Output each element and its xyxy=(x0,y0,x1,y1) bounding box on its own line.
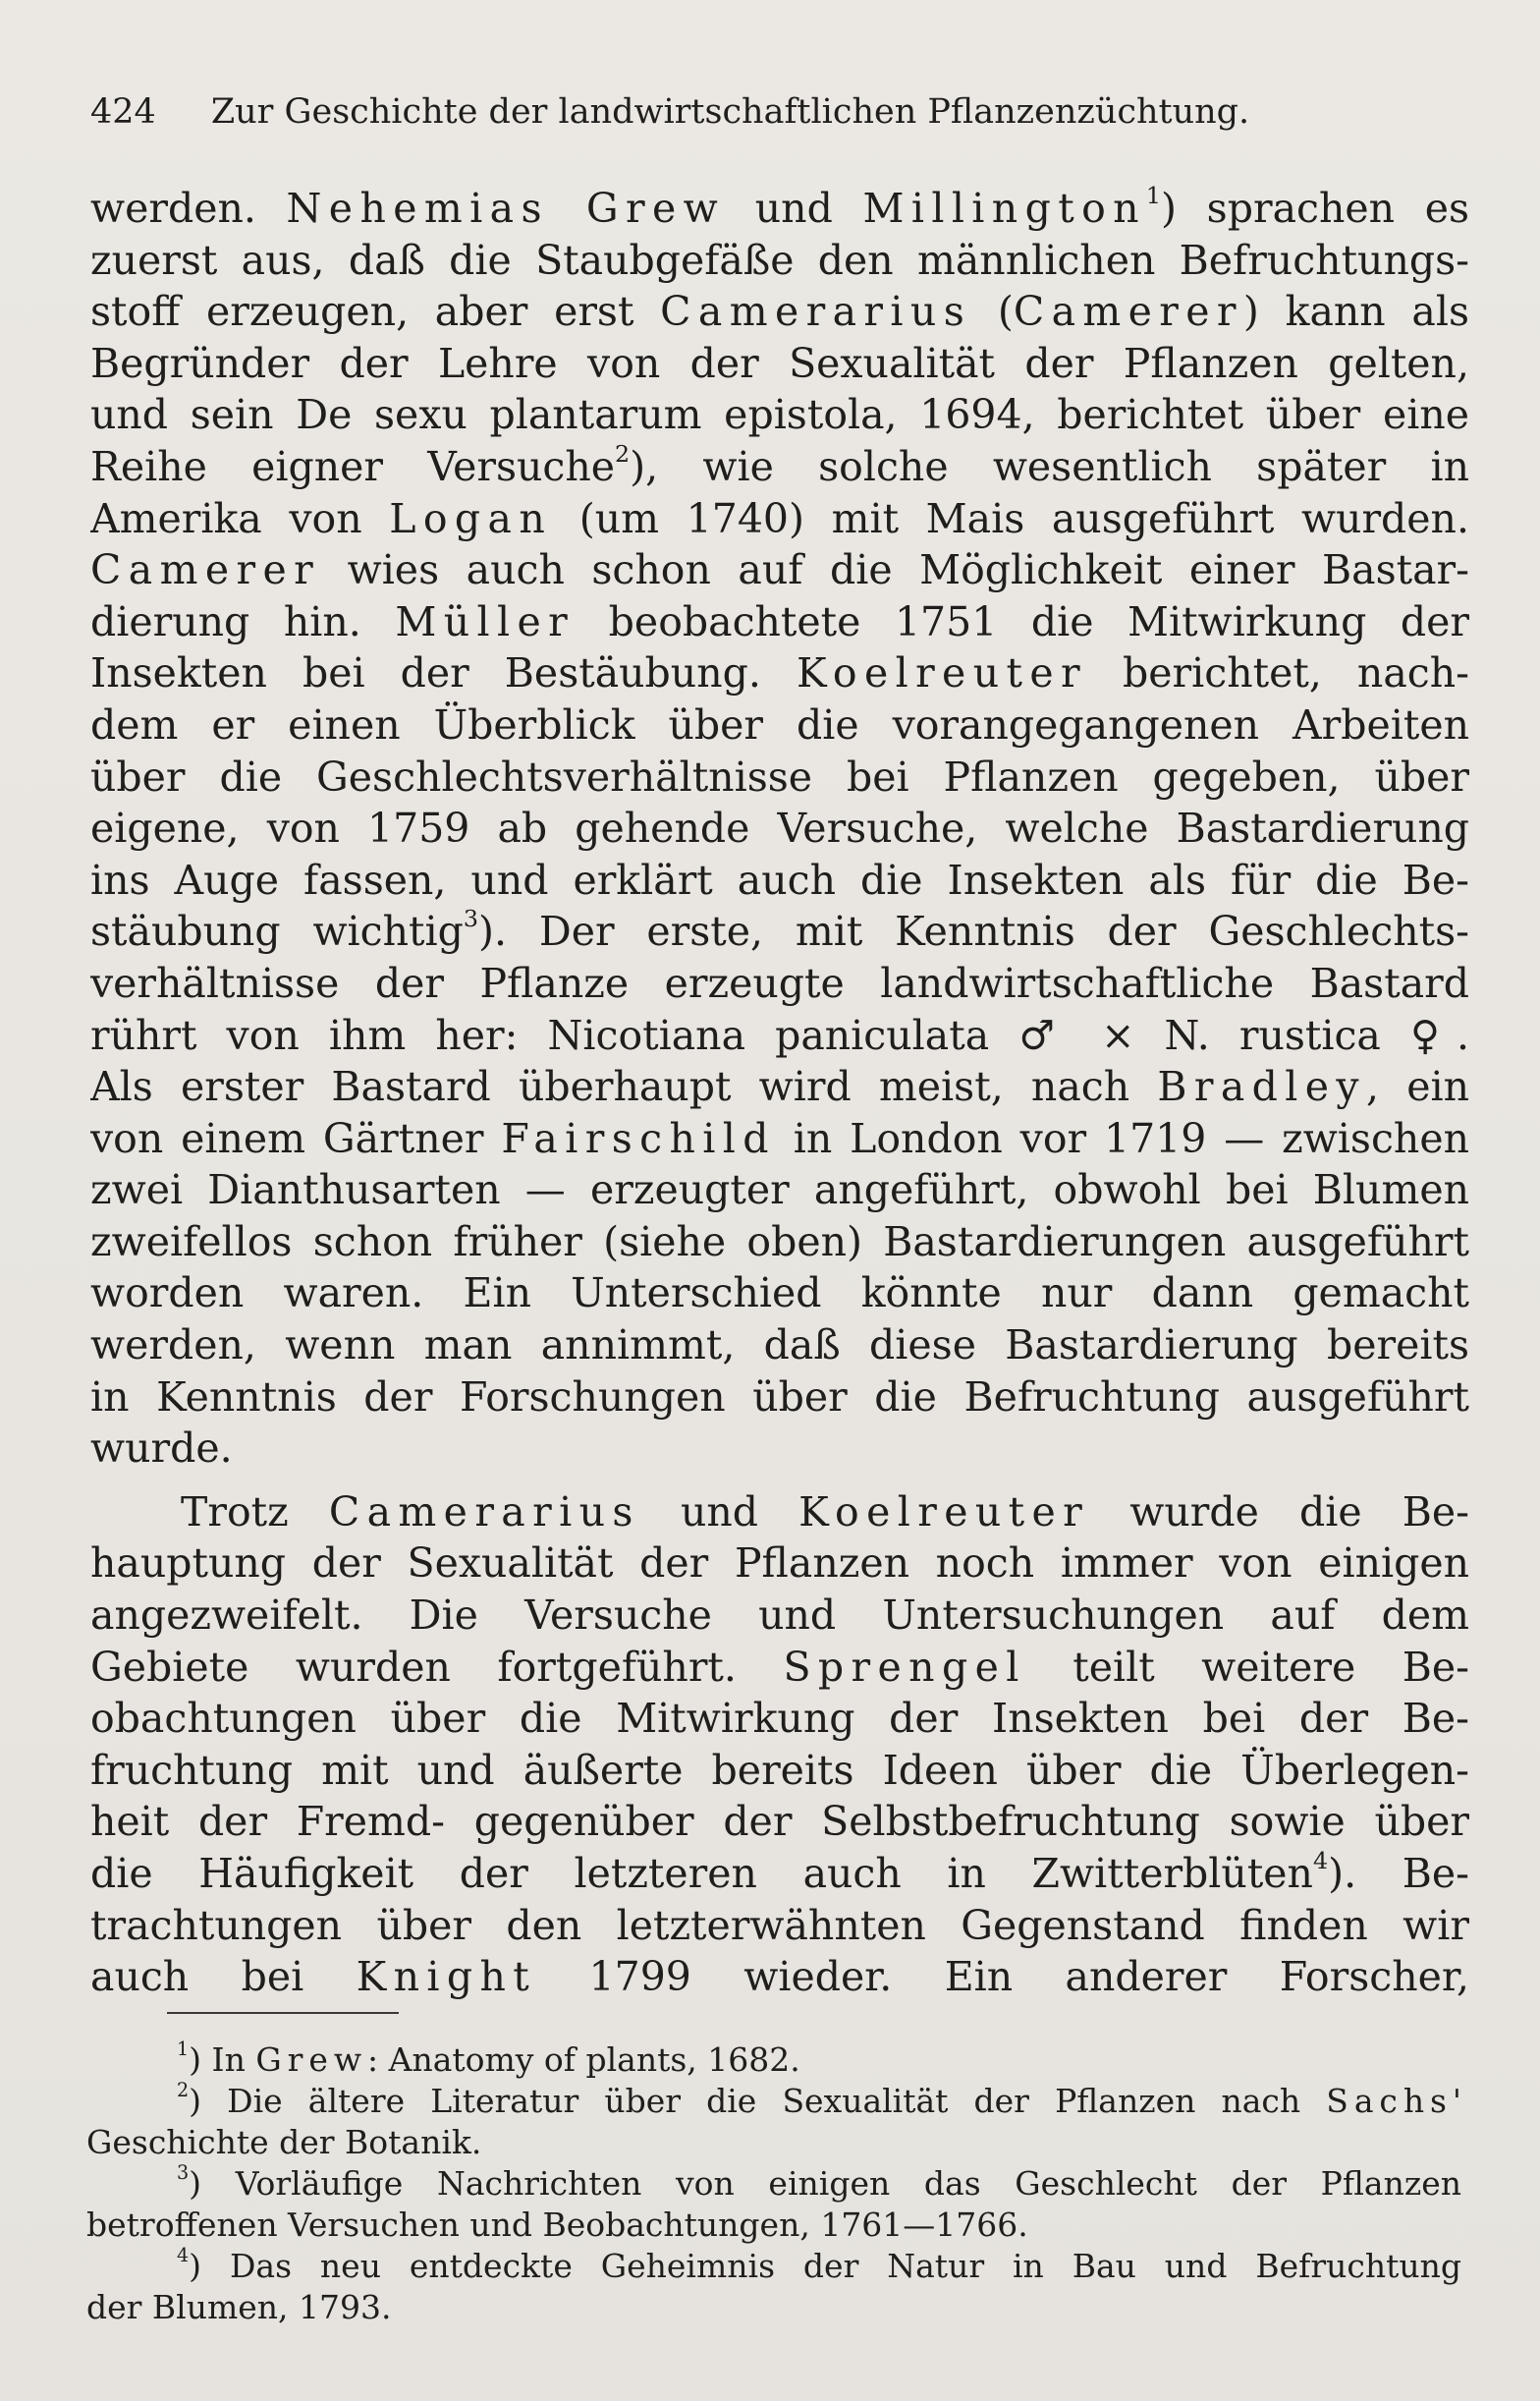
text-line: Gebiete wurden fortgeführt. Sprengel teilt weitere Be- xyxy=(90,1643,1469,1691)
person-name: Logan xyxy=(389,494,553,542)
text-line: stoff erzeugen, aber erst Camerarius (Camerer) kann als xyxy=(90,288,1469,336)
person-name: Millington xyxy=(862,185,1146,232)
main-text xyxy=(90,183,1469,2003)
person-name: Sachs xyxy=(1326,2082,1453,2120)
footnote-ref: 3 xyxy=(463,906,479,932)
text-line: rührt von ihm her: Nicotiana paniculata ♂ × N. rustica ♀. xyxy=(90,1011,1469,1059)
text-line: stäubung wichtig$^3$). Der erste, mit Kenntnis der Geschlechts- xyxy=(90,906,1469,956)
text-line: auch bei Knight 1799 wieder. Ein anderer Forscher, xyxy=(90,1953,1469,2001)
person-name: Camerer xyxy=(1013,288,1243,336)
person-name: Knight xyxy=(356,1953,537,2001)
text-line: Begründer der Lehre von der Sexualität der Pflanzen gelten, xyxy=(90,339,1469,387)
page-number: 424 xyxy=(90,92,156,132)
running-title: Zur Geschichte der landwirtschaftlichen Pflanzenzüchtung. xyxy=(210,92,1250,132)
person-name: Grew xyxy=(255,2040,368,2079)
text-line: Insekten bei der Bestäubung. Koelreuter berichtet, nach- xyxy=(90,649,1469,698)
footnote-2-cont: Geschichte der Botanik. xyxy=(86,2123,482,2161)
person-name: Koelreuter xyxy=(798,1487,1090,1536)
text-line: eigene, von 1759 ab gehende Versuche, welche Bastardierung xyxy=(90,805,1469,853)
text-line: wurde. xyxy=(90,1424,233,1473)
text-line: die Häufigkeit der letzteren auch in Zwitterblüten$^4$). Be- xyxy=(90,1848,1469,1897)
text-line: trachtungen über den letzterwähnten Gegenstand finden wir xyxy=(90,1901,1469,1949)
text-line: verhältnisse der Pflanze erzeugte landwirtschaftliche Bastard xyxy=(90,959,1469,1007)
paragraph-gap xyxy=(90,1475,1469,1486)
person-name: Koelreuter xyxy=(796,649,1087,698)
text-line: Als erster Bastard überhaupt wird meist, nach Bradley, ein xyxy=(90,1063,1469,1111)
person-name: Camerarius xyxy=(660,288,972,336)
text-line: worden waren. Ein Unterschied könnte nur dann gemacht xyxy=(90,1269,1469,1317)
text-line: zuerst aus, daß die Staubgefäße den männlichen Befruchtungs- xyxy=(90,236,1469,284)
footnote-3-cont: betroffenen Versuchen und Beobachtungen, 1761—1766. xyxy=(86,2206,1028,2244)
person-name: Sprengel xyxy=(783,1643,1026,1691)
person-name: Camerarius xyxy=(328,1487,640,1536)
footnote-2: $^2$) Die ältere Literatur über die Sexualität der Pflanzen nach Sachs' xyxy=(177,2081,1461,2120)
footnote-ref: 1 xyxy=(1145,183,1162,209)
text-line: ins Auge fassen, und erklärt auch die Insekten als für die Be- xyxy=(90,856,1469,904)
footnote-ref: 2 xyxy=(615,440,631,468)
running-header xyxy=(90,90,1465,134)
text-line: werden. Nehemias Grew und Millington$^1$) sprachen es xyxy=(90,183,1469,232)
text-line: werden, wenn man annimmt, daß diese Bastardierung bereits xyxy=(90,1321,1469,1369)
text-line: zwei Dianthusarten — erzeugter angeführt, obwohl bei Blumen xyxy=(90,1166,1469,1214)
text-line: und sein De sexu plantarum epistola, 1694, berichtet über eine xyxy=(90,391,1469,439)
footnotes xyxy=(86,2039,1461,2328)
footnote-4-cont: der Blumen, 1793. xyxy=(86,2288,392,2326)
footnote-3: $^3$) Vorläufige Nachrichten von einigen das Geschlecht der Pflanzen xyxy=(177,2163,1461,2203)
person-name: Müller xyxy=(395,597,576,645)
footnote-4: $^4$) Das neu entdeckte Geheimnis der Natur in Bau und Befruchtung xyxy=(177,2246,1461,2285)
text-line: zweifellos schon früher (siehe oben) Bastardierungen ausgeführt xyxy=(90,1217,1469,1265)
text-line: hauptung der Sexualität der Pflanzen noch immer von einigen xyxy=(90,1539,1469,1588)
text-line: von einem Gärtner Fairschild in London vor 1719 — zwischen xyxy=(90,1114,1469,1162)
text-line: über die Geschlechtsverhältnisse bei Pflanzen gegeben, über xyxy=(90,753,1469,801)
person-name: Fairschild xyxy=(501,1114,776,1162)
text-line: Reihe eigner Versuche$^2$), wie solche wesentlich später in xyxy=(90,440,1469,490)
text-line: fruchtung mit und äußerte bereits Ideen über die Überlegen- xyxy=(90,1746,1469,1794)
text-line: dem er einen Überblick über die vorangegangenen Arbeiten xyxy=(90,700,1469,749)
person-name: Bradley xyxy=(1157,1063,1366,1111)
person-name: Camerer xyxy=(90,546,321,594)
text-line: Camerer wies auch schon auf die Möglichkeit einer Bastar- xyxy=(90,546,1469,594)
text-line: obachtungen über die Mitwirkung der Insekten bei der Be- xyxy=(90,1695,1469,1743)
footnote-divider xyxy=(167,2012,399,2014)
text-line: Trotz Camerarius und Koelreuter wurde die Be- xyxy=(181,1487,1469,1536)
text-line: heit der Fremd- gegenüber der Selbstbefruchtung sowie über xyxy=(90,1798,1469,1846)
text-line: in Kenntnis der Forschungen über die Befruchtung ausgeführt xyxy=(90,1372,1469,1421)
text-line: Amerika von Logan (um 1740) mit Mais ausgeführt wurden. xyxy=(90,494,1469,542)
text-line: angezweifelt. Die Versuche und Untersuchungen auf dem xyxy=(90,1591,1469,1640)
text-line: dierung hin. Müller beobachtete 1751 die Mitwirkung der xyxy=(90,597,1469,645)
footnote-ref: 4 xyxy=(1312,1848,1329,1874)
footnote-1: $^1$) In Grew: Anatomy of plants, 1682. xyxy=(177,2039,800,2079)
person-name: Nehemias Grew xyxy=(286,185,726,232)
